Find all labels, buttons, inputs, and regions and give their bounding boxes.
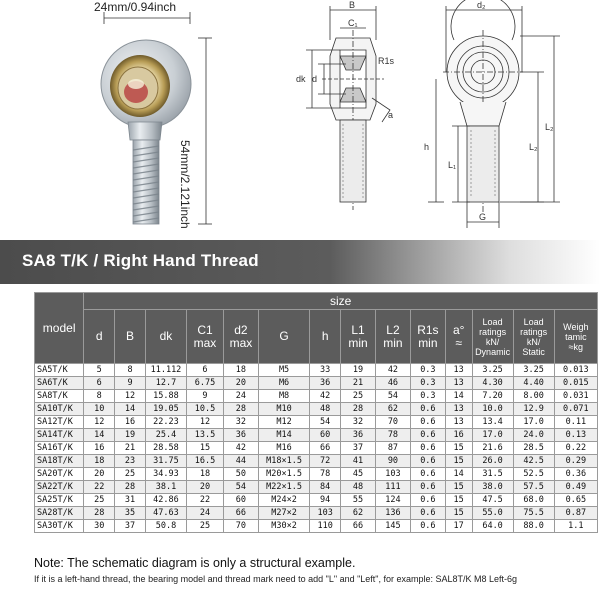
table-cell: 0.3 — [410, 377, 445, 390]
table-cell: 16.5 — [187, 455, 224, 468]
table-cell: 32 — [341, 416, 376, 429]
table-cell: 23 — [115, 455, 146, 468]
model-cell: SA30T/K — [35, 520, 84, 533]
table-cell: 103 — [310, 507, 341, 520]
table-cell: 16 — [445, 429, 472, 442]
table-cell: 0.6 — [410, 429, 445, 442]
table-cell: 103 — [375, 468, 410, 481]
table-cell: 42.5 — [513, 455, 554, 468]
table-cell: 38.0 — [472, 481, 513, 494]
table-cell: 0.3 — [410, 390, 445, 403]
table-row — [35, 507, 598, 520]
table-cell: 20 — [223, 377, 258, 390]
table-cell: 0.22 — [554, 442, 597, 455]
table-cell: 34.93 — [145, 468, 186, 481]
table-cell: 25 — [115, 468, 146, 481]
table-cell: 0.6 — [410, 416, 445, 429]
table-cell: 24 — [187, 507, 224, 520]
table-cell: 42 — [310, 390, 341, 403]
table-cell: 18 — [223, 364, 258, 377]
table-cell: 22 — [187, 494, 224, 507]
table-cell: 68.0 — [513, 494, 554, 507]
svg-text:L₁: L₁ — [448, 160, 457, 170]
table-cell: 15 — [445, 455, 472, 468]
table-cell: 0.015 — [554, 377, 597, 390]
column-header-dyn: Load ratings kN/ Dynamic — [472, 310, 513, 364]
table-cell: 66 — [341, 520, 376, 533]
size-group-header: size — [84, 293, 598, 310]
svg-text:R1s: R1s — [378, 56, 395, 66]
table-cell: 20 — [84, 468, 115, 481]
table-cell: 36 — [341, 429, 376, 442]
table-cell: 13 — [445, 364, 472, 377]
column-header-r1s: R1s min — [410, 310, 445, 364]
table-cell: 18 — [84, 455, 115, 468]
table-cell: 11.112 — [145, 364, 186, 377]
table-cell: 13.5 — [187, 429, 224, 442]
table-cell: 6 — [187, 364, 224, 377]
table-cell: 42 — [223, 442, 258, 455]
column-header-g: G — [258, 310, 309, 364]
table-cell: M18×1.5 — [258, 455, 309, 468]
model-cell: SA6T/K — [35, 377, 84, 390]
table-cell: 42.86 — [145, 494, 186, 507]
table-cell: 4.40 — [513, 377, 554, 390]
model-cell: SA18T/K — [35, 455, 84, 468]
table-cell: 8.00 — [513, 390, 554, 403]
table-cell: 14 — [84, 429, 115, 442]
table-row — [35, 455, 598, 468]
table-cell: 94 — [310, 494, 341, 507]
table-cell: 0.6 — [410, 507, 445, 520]
table-cell: 21.6 — [472, 442, 513, 455]
table-cell: 19.05 — [145, 403, 186, 416]
table-cell: 22 — [84, 481, 115, 494]
table-cell: 12 — [187, 416, 224, 429]
table-cell: 75.5 — [513, 507, 554, 520]
table-cell: 24.0 — [513, 429, 554, 442]
table-cell: 20 — [187, 481, 224, 494]
table-cell: 17 — [445, 520, 472, 533]
front-view-drawing — [443, 0, 560, 228]
table-row — [35, 520, 598, 533]
width-dimension-label: 24mm/0.94inch — [94, 0, 177, 14]
table-cell: 25 — [84, 494, 115, 507]
table-cell: 78 — [310, 468, 341, 481]
side-section-drawing — [306, 6, 444, 210]
table-cell: 90 — [375, 455, 410, 468]
table-cell: 55 — [341, 494, 376, 507]
table-cell: 37 — [341, 442, 376, 455]
table-cell: 12 — [84, 416, 115, 429]
table-cell: 13 — [445, 416, 472, 429]
table-cell: 42 — [375, 364, 410, 377]
table-cell: 0.36 — [554, 468, 597, 481]
table-cell: M30×2 — [258, 520, 309, 533]
table-cell: 6 — [84, 377, 115, 390]
model-column-header: model — [35, 293, 84, 364]
table-cell: M8 — [258, 390, 309, 403]
table-cell: 36 — [223, 429, 258, 442]
table-cell: 28 — [341, 403, 376, 416]
rod-end-photo — [101, 40, 191, 224]
table-cell: 26.0 — [472, 455, 513, 468]
table-cell: 9 — [187, 390, 224, 403]
table-cell: 9 — [115, 377, 146, 390]
table-cell: 10 — [84, 403, 115, 416]
table-cell: 0.6 — [410, 455, 445, 468]
column-header-b: B — [115, 310, 146, 364]
table-cell: 0.6 — [410, 494, 445, 507]
table-row — [35, 377, 598, 390]
svg-text:h: h — [424, 142, 430, 152]
table-cell: 28 — [115, 481, 146, 494]
table-cell: 136 — [375, 507, 410, 520]
table-cell: 16 — [115, 416, 146, 429]
table-cell: 70 — [375, 416, 410, 429]
table-cell: 0.6 — [410, 442, 445, 455]
table-cell: 66 — [223, 507, 258, 520]
table-row — [35, 468, 598, 481]
table-cell: 15 — [445, 494, 472, 507]
table-cell: 7.20 — [472, 390, 513, 403]
svg-text:a: a — [388, 110, 394, 120]
table-cell: 57.5 — [513, 481, 554, 494]
table-cell: 33 — [310, 364, 341, 377]
table-row — [35, 442, 598, 455]
table-cell: 15 — [445, 507, 472, 520]
table-cell: M10 — [258, 403, 309, 416]
table-cell: 0.65 — [554, 494, 597, 507]
model-cell: SA5T/K — [35, 364, 84, 377]
table-cell: 54 — [375, 390, 410, 403]
column-header-l1: L1 min — [341, 310, 376, 364]
table-cell: 0.6 — [410, 520, 445, 533]
table-cell: 124 — [375, 494, 410, 507]
table-cell: M12 — [258, 416, 309, 429]
product-figure-area — [0, 0, 600, 238]
table-cell: 4.30 — [472, 377, 513, 390]
column-header-d2: d2 max — [223, 310, 258, 364]
table-cell: 10.5 — [187, 403, 224, 416]
table-cell: 54 — [223, 481, 258, 494]
table-cell: 62 — [341, 507, 376, 520]
table-cell: 12 — [115, 390, 146, 403]
table-row — [35, 416, 598, 429]
table-cell: 25.4 — [145, 429, 186, 442]
table-cell: 50.8 — [145, 520, 186, 533]
table-cell: 8 — [84, 390, 115, 403]
svg-text:L₂: L₂ — [545, 122, 554, 132]
svg-text:dk: dk — [296, 74, 306, 84]
table-cell: 0.11 — [554, 416, 597, 429]
model-cell: SA22T/K — [35, 481, 84, 494]
table-cell: 25 — [187, 520, 224, 533]
model-cell: SA20T/K — [35, 468, 84, 481]
table-row — [35, 429, 598, 442]
table-cell: 14 — [445, 390, 472, 403]
table-cell: 15 — [445, 481, 472, 494]
table-cell: 0.49 — [554, 481, 597, 494]
table-cell: 47.63 — [145, 507, 186, 520]
table-cell: 111 — [375, 481, 410, 494]
table-cell: 17.0 — [513, 416, 554, 429]
table-cell: 0.6 — [410, 468, 445, 481]
table-cell: 14 — [115, 403, 146, 416]
table-cell: 46 — [375, 377, 410, 390]
svg-text:L₂: L₂ — [529, 142, 538, 152]
model-cell: SA10T/K — [35, 403, 84, 416]
table-cell: M22×1.5 — [258, 481, 309, 494]
table-cell: 0.6 — [410, 481, 445, 494]
table-cell: M6 — [258, 377, 309, 390]
table-cell: 35 — [115, 507, 146, 520]
table-cell: 21 — [115, 442, 146, 455]
table-cell: 0.13 — [554, 429, 597, 442]
table-cell: 25 — [341, 390, 376, 403]
table-cell: 72 — [310, 455, 341, 468]
table-cell: 70 — [223, 520, 258, 533]
banner-title: SA8 T/K / Right Hand Thread — [22, 251, 259, 270]
table-cell: 38.1 — [145, 481, 186, 494]
table-cell: 84 — [310, 481, 341, 494]
table-row — [35, 481, 598, 494]
column-header-a: a° ≈ — [445, 310, 472, 364]
table-cell: 0.031 — [554, 390, 597, 403]
table-cell: 13 — [445, 403, 472, 416]
table-cell: 45 — [341, 468, 376, 481]
table-cell: 5 — [84, 364, 115, 377]
spec-table-container — [34, 292, 600, 533]
table-cell: 28 — [84, 507, 115, 520]
table-cell: 15.88 — [145, 390, 186, 403]
table-row — [35, 403, 598, 416]
table-cell: 47.5 — [472, 494, 513, 507]
svg-text:G: G — [479, 212, 487, 222]
product-drawings — [0, 0, 600, 238]
table-cell: 14 — [445, 468, 472, 481]
table-cell: 19 — [341, 364, 376, 377]
table-cell: 28 — [223, 403, 258, 416]
model-cell: SA28T/K — [35, 507, 84, 520]
table-cell: 52.5 — [513, 468, 554, 481]
table-cell: 145 — [375, 520, 410, 533]
column-header-stat: Load ratings kN/ Static — [513, 310, 554, 364]
svg-text:B: B — [349, 0, 356, 10]
svg-text:C₁: C₁ — [348, 18, 358, 28]
table-cell: 66 — [310, 442, 341, 455]
table-cell: 62 — [375, 403, 410, 416]
table-cell: 0.6 — [410, 403, 445, 416]
table-cell: 31 — [115, 494, 146, 507]
model-cell: SA16T/K — [35, 442, 84, 455]
model-cell: SA8T/K — [35, 390, 84, 403]
table-cell: M20×1.5 — [258, 468, 309, 481]
table-cell: M16 — [258, 442, 309, 455]
table-cell: 36 — [310, 377, 341, 390]
table-cell: 3.25 — [513, 364, 554, 377]
table-cell: 22.23 — [145, 416, 186, 429]
table-cell: 0.87 — [554, 507, 597, 520]
table-cell: 32 — [223, 416, 258, 429]
table-cell: 55.0 — [472, 507, 513, 520]
column-header-c1: C1 max — [187, 310, 224, 364]
table-cell: 1.1 — [554, 520, 597, 533]
table-cell: 18 — [187, 468, 224, 481]
table-cell: 3.25 — [472, 364, 513, 377]
table-cell: 60 — [310, 429, 341, 442]
table-cell: 12.9 — [513, 403, 554, 416]
table-cell: 31.5 — [472, 468, 513, 481]
table-cell: 78 — [375, 429, 410, 442]
table-cell: 0.013 — [554, 364, 597, 377]
table-cell: 0.071 — [554, 403, 597, 416]
table-cell: 50 — [223, 468, 258, 481]
table-cell: 30 — [84, 520, 115, 533]
table-cell: 41 — [341, 455, 376, 468]
table-cell: M5 — [258, 364, 309, 377]
table-cell: M27×2 — [258, 507, 309, 520]
table-cell: 110 — [310, 520, 341, 533]
table-cell: 87 — [375, 442, 410, 455]
column-header-h: h — [310, 310, 341, 364]
table-cell: 13.4 — [472, 416, 513, 429]
model-cell: SA12T/K — [35, 416, 84, 429]
table-cell: 16 — [84, 442, 115, 455]
table-cell: 15 — [445, 442, 472, 455]
table-cell: 8 — [115, 364, 146, 377]
column-header-wt: Weigh tamic ≈kg — [554, 310, 597, 364]
table-cell: 37 — [115, 520, 146, 533]
svg-text:d: d — [312, 74, 318, 84]
model-cell: SA25T/K — [35, 494, 84, 507]
table-cell: 19 — [115, 429, 146, 442]
column-header-dk: dk — [145, 310, 186, 364]
table-cell: 0.29 — [554, 455, 597, 468]
table-cell: 28.5 — [513, 442, 554, 455]
table-row — [35, 364, 598, 377]
table-cell: 64.0 — [472, 520, 513, 533]
table-cell: M24×2 — [258, 494, 309, 507]
height-dimension-label: 54mm/2.121inch — [178, 140, 192, 229]
table-cell: 10.0 — [472, 403, 513, 416]
section-banner — [0, 240, 600, 284]
column-header-l2: L2 min — [375, 310, 410, 364]
table-cell: 48 — [310, 403, 341, 416]
structural-note: Note: The schematic diagram is only a structural example. — [34, 556, 356, 570]
table-row — [35, 390, 598, 403]
table-cell: 88.0 — [513, 520, 554, 533]
table-cell: 24 — [223, 390, 258, 403]
table-cell: 15 — [187, 442, 224, 455]
left-hand-thread-note: If it is a left-hand thread, the bearing model and thread mark need to add "L" and "Left", for example: SAL8T/K M8 Left-6g — [34, 574, 518, 584]
model-cell: SA14T/K — [35, 429, 84, 442]
table-cell: 17.0 — [472, 429, 513, 442]
table-cell: 12.7 — [145, 377, 186, 390]
table-cell: M14 — [258, 429, 309, 442]
table-cell: 21 — [341, 377, 376, 390]
svg-text:d₂: d₂ — [477, 0, 486, 10]
table-cell: 60 — [223, 494, 258, 507]
spec-table — [34, 292, 598, 533]
table-cell: 0.3 — [410, 364, 445, 377]
table-cell: 44 — [223, 455, 258, 468]
table-cell: 31.75 — [145, 455, 186, 468]
table-cell: 13 — [445, 377, 472, 390]
table-cell: 48 — [341, 481, 376, 494]
table-cell: 28.58 — [145, 442, 186, 455]
table-cell: 6.75 — [187, 377, 224, 390]
column-header-d: d — [84, 310, 115, 364]
table-row — [35, 494, 598, 507]
table-cell: 54 — [310, 416, 341, 429]
